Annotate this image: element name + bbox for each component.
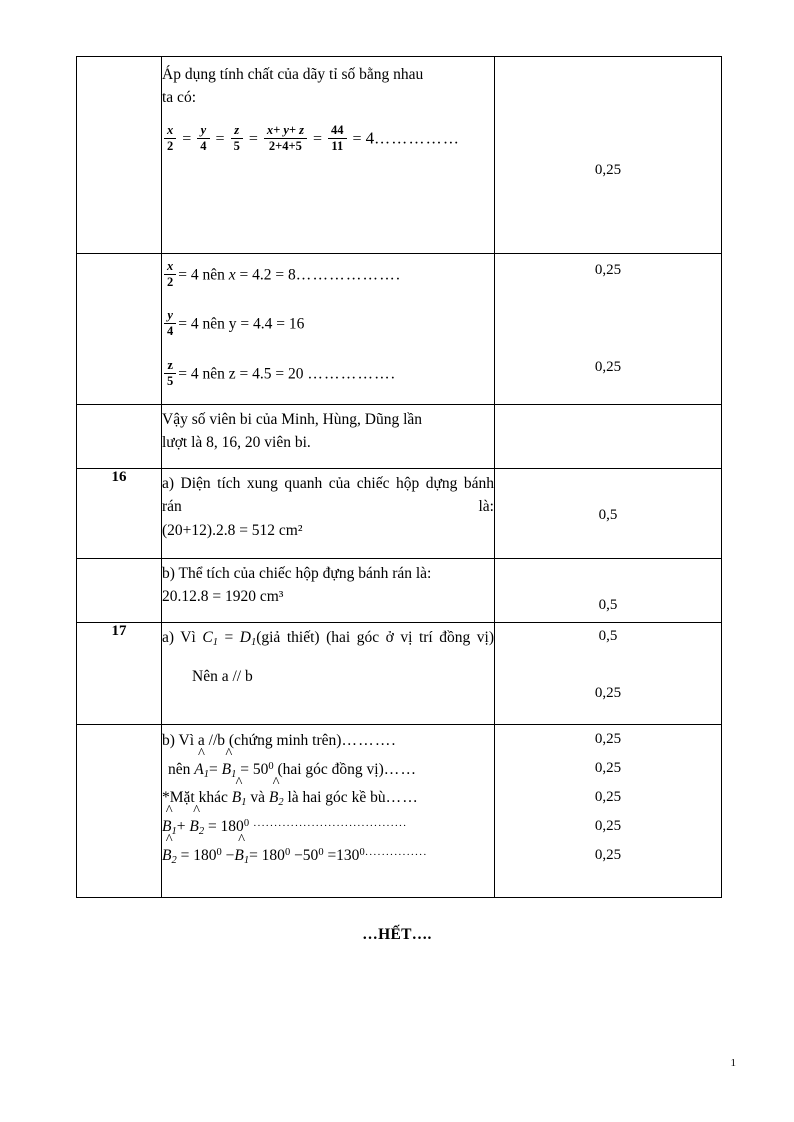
row-body-cell [162,405,495,469]
angle-b1: ^ B1 [162,803,177,838]
proof-line-b4: ^ B1+ ^ $B2 = 180^0$ ····································· [162,813,494,842]
equation-line-z [162,359,494,388]
dots-filler: ……………. [307,364,396,382]
angle-b2: ^ B2 [162,831,177,866]
row-score-cell [495,623,722,725]
row-score-cell [495,405,722,469]
score-value: 0,5 [598,628,618,644]
score-value: 0,25 [594,359,622,375]
equation-text: = 4 nên z = 4.5 = 20 [178,364,308,382]
angle-d1: D1 [239,629,257,648]
table-row [77,559,722,623]
equation-text: = 4 nên y = 4.4 = 16 [178,315,305,333]
row-number-cell [77,405,162,469]
equation-text: = 4 nên [178,266,229,284]
equation-result: 4 [365,127,375,147]
table-row [77,725,722,898]
row-body-cell [162,469,495,559]
proof-line-b1: b) Vì a //b (chứng minh trên)………. [162,732,397,749]
row-score-cell [495,559,722,623]
score-value: 0,5 [598,597,618,613]
score-value: 0,5 [598,507,618,523]
table-row [77,405,722,469]
calc-line: (20+12).2.8 = 512 cm² [162,521,303,539]
calc-line: 20.12.8 = 1920 cm³ [162,588,284,606]
answer-key-table [76,56,722,898]
row-number-cell [77,469,162,559]
text-line: Vậy số viên bi của Minh, Hùng, Dũng lần [162,411,423,428]
score-value: 0,25 [594,760,622,776]
proof-line-b5: ^ $B2 = 180^0$ − ^ $B1= 180^0 -50^0 =130^0\cdot\cdot\cdot\cdot\cdot\cdot\cdot\cdot\cdot\cdot\cdot\cdot\cdot\cdot\cdot$ [162,842,494,871]
equation-line-y [162,309,494,338]
row-number-cell [77,57,162,254]
page-number: 1 [730,1057,736,1069]
row-number: 17 [111,623,127,639]
angle-b1: ^ B1 [234,831,250,866]
score-value: 0,25 [594,731,622,747]
row-number: 16 [111,469,127,485]
row-score-cell [495,725,722,898]
angle-b1: ^ B1 [231,774,247,809]
row-body-cell [162,559,495,623]
fraction-z-over-5: $\frac{z}{5}$ [164,359,176,388]
row-number-cell [77,559,162,623]
table-row [77,57,722,254]
score-value: 0,25 [594,162,622,178]
angle-b2: ^ B2 [268,774,284,809]
row-score-cell [495,469,722,559]
row-number-cell [77,254,162,405]
angle-b1: ^ B1 [221,745,237,780]
variable-x: x [228,266,236,284]
score-value: 0,25 [594,818,622,834]
fraction-44-over-11: $\frac{44}{11}$ [328,124,347,153]
table-row [77,469,722,559]
end-of-document-note: …HẾT…. [362,926,432,943]
text-line: lượt là 8, 16, 20 viên bi. [162,434,311,452]
proof-line-b3: *Mặt khác ^ B1 và ^ B2 là hai góc kề bù…… [162,784,494,813]
row-number-cell [77,623,162,725]
score-value: 0,25 [594,789,622,805]
dots-filler: ………………. [295,266,402,284]
fraction-sum-over-sum: $\frac{x+ y+ z}{2+4+5}$ [264,124,307,153]
proof-line-b2: nên ^ A1= ^ $B1 = 50^0$ (hai góc đồng vị)…… [162,756,494,785]
row-score-cell [495,57,722,254]
fraction-x-over-2: $\frac{x}{2}$ [164,124,176,153]
equation-chain: $\frac{x}{2}$ = $\frac{y}{4}$ = $\frac{z}{5}$ = $\frac{x+ y+ z}{2+4+5}$ = $\frac{44}{11}$ = 4…………… [162,124,494,153]
angle-c1: C1 [202,629,218,648]
equation-rest: = 4.2 = 8 [235,266,296,284]
row-number-cell [77,725,162,898]
angle-a1: ^ A1 [194,745,209,780]
fraction-x-over-2: $\frac{x}{2}$ [164,260,176,289]
row-body-cell [162,254,495,405]
row-body-cell [162,623,495,725]
fraction-y-over-4: $\frac{y}{4}$ [197,124,209,153]
row-body-cell [162,725,495,898]
score-value: 0,25 [594,685,622,701]
score-value: 0,25 [594,262,622,278]
conclusion-line: Nên a // b [192,667,253,685]
text-line: ta có: [162,89,196,107]
table-row [77,623,722,725]
fraction-z-over-5: $\frac{z}{5}$ [231,124,243,153]
row-body-cell [162,57,495,254]
table-row [77,254,722,405]
angle-b2: ^ B2 [189,803,205,838]
dots-filler: …………… [374,129,461,147]
row-score-cell [495,254,722,405]
text-line: a) Diện tích xung quanh của chiếc hộp dựng bánh rán là: [162,475,494,516]
fraction-y-over-4: $\frac{y}{4}$ [164,309,176,338]
text-line: b) Thể tích của chiếc hộp đựng bánh rán là: [162,565,432,582]
equation-line-x [162,260,494,289]
proof-line-a: a) Vì C1 = D1(giả thiết) (hai góc ở vị trí đồng vị) [162,629,495,648]
score-value: 0,25 [594,847,622,863]
text-line: Áp dụng tính chất của dãy tỉ số bằng nhau [162,66,424,83]
